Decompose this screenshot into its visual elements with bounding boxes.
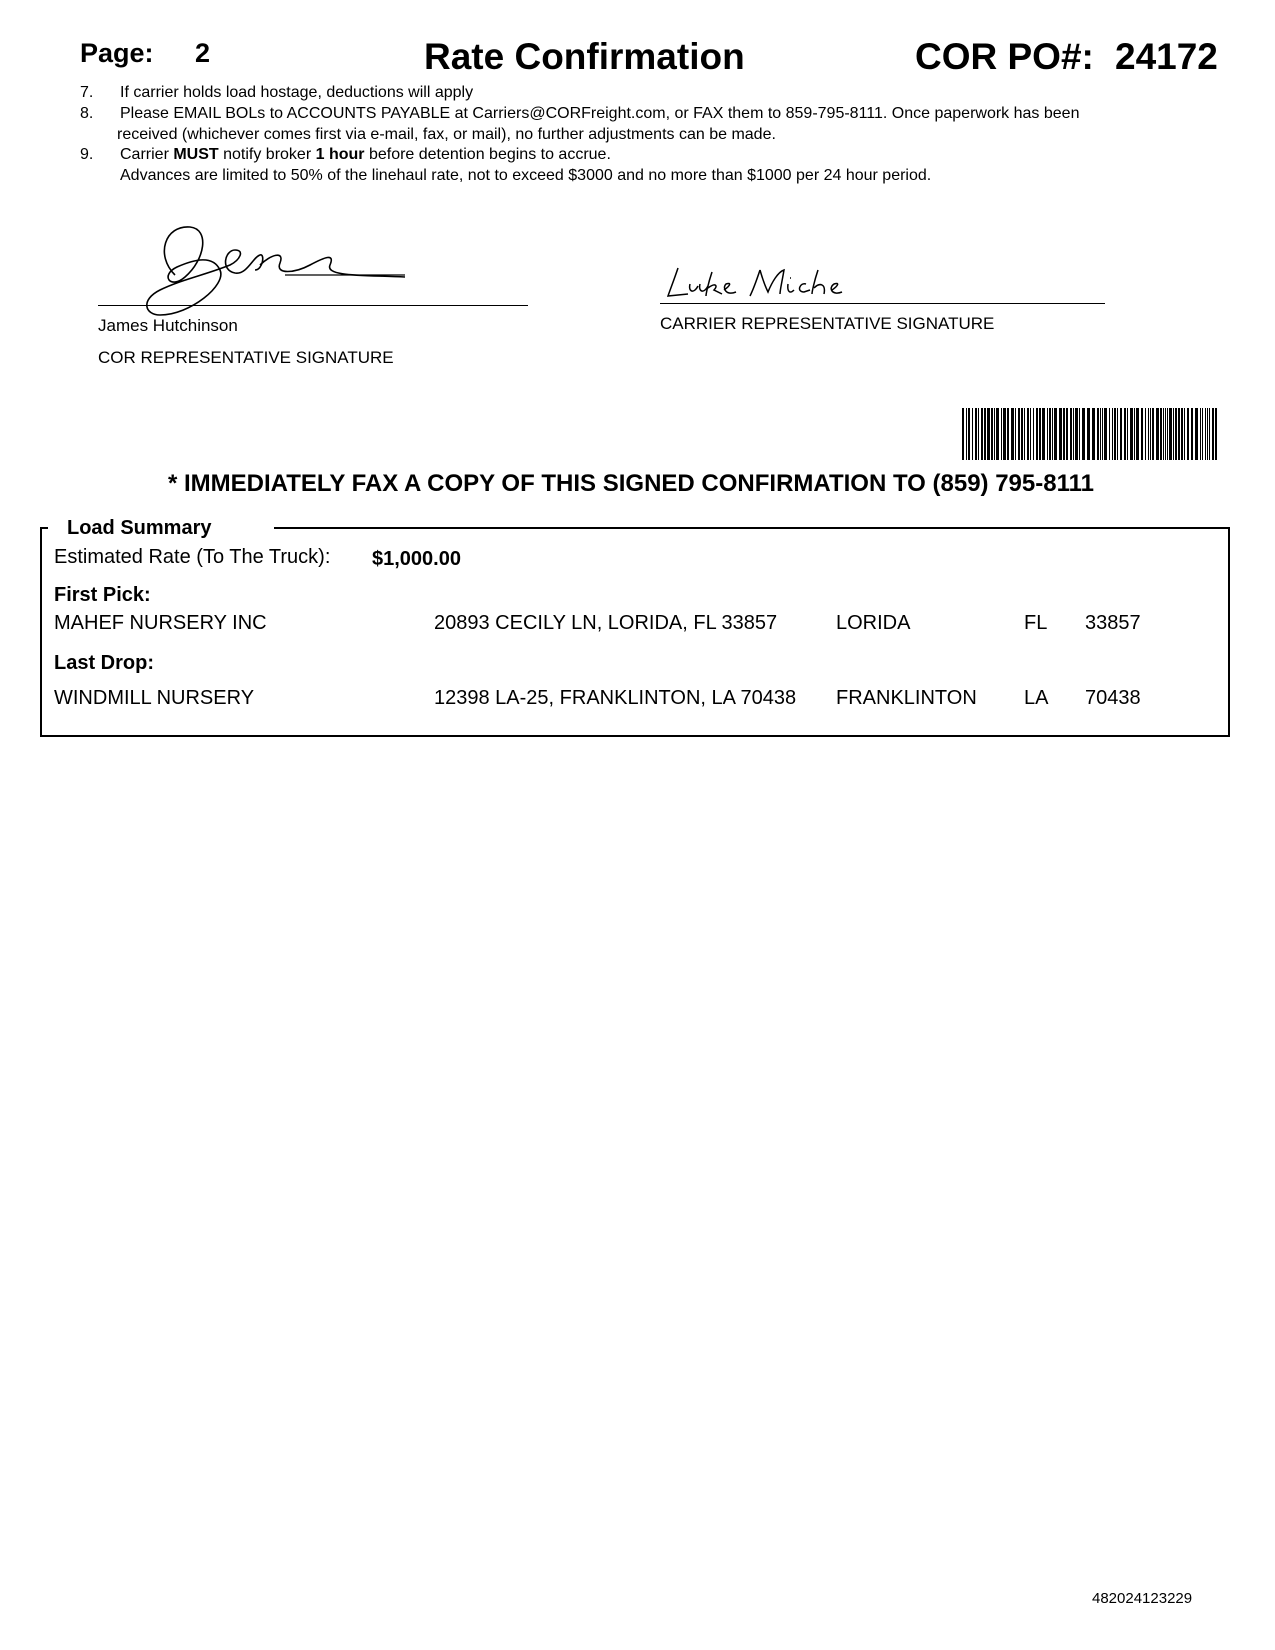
barcode-bar — [1212, 408, 1214, 460]
barcode-bar — [1021, 408, 1023, 460]
term-number: 9. — [80, 146, 94, 163]
barcode-bar — [1102, 408, 1103, 460]
barcode — [962, 408, 1218, 460]
barcode-bar — [1079, 408, 1080, 460]
barcode-bar — [1036, 408, 1038, 460]
term-text: Advances are limited to 50% of the linehaul rate, not to exceed $3000 and no more than $1000 per 24 hour period. — [120, 167, 932, 184]
cor-signature-caption: COR REPRESENTATIVE SIGNATURE — [98, 348, 394, 367]
barcode-bar — [994, 408, 995, 460]
barcode-bar — [1160, 408, 1162, 460]
barcode-bar — [996, 408, 999, 460]
barcode-bar — [1127, 408, 1128, 460]
barcode-bar — [1173, 408, 1174, 460]
barcode-bar — [1215, 408, 1217, 460]
carrier-signature-line — [660, 303, 1105, 304]
barcode-bar — [1001, 408, 1002, 460]
barcode-bar — [1059, 408, 1062, 460]
barcode-bar — [1175, 408, 1177, 460]
first-pick-state: FL — [1024, 612, 1048, 634]
last-drop-zip: 70438 — [1085, 687, 1141, 709]
barcode-bar — [1087, 408, 1090, 460]
barcode-bar — [1047, 408, 1048, 460]
last-drop-city: FRANKLINTON — [836, 687, 977, 709]
barcode-bar — [1082, 408, 1085, 460]
load-summary-title: Load Summary — [67, 517, 212, 539]
last-drop-address: 12398 LA-25, FRANKLINTON, LA 70438 — [434, 687, 797, 709]
barcode-bar — [1120, 408, 1122, 460]
barcode-bar — [1049, 408, 1051, 460]
barcode-bar — [1066, 408, 1068, 460]
barcode-bar — [1039, 408, 1041, 460]
barcode-bar — [1052, 408, 1053, 460]
barcode-bar — [1092, 408, 1095, 460]
barcode-bar — [1100, 408, 1101, 460]
document-id: 482024123229 — [1092, 1590, 1193, 1607]
barcode-bar — [1163, 408, 1164, 460]
barcode-bar — [1015, 408, 1016, 460]
barcode-bar — [966, 408, 967, 460]
barcode-bar — [1191, 408, 1193, 460]
cor-signature-line — [98, 305, 528, 306]
barcode-bar — [1117, 408, 1118, 460]
barcode-bar — [1202, 408, 1203, 460]
document-title: Rate Confirmation — [424, 36, 745, 77]
barcode-bar — [1205, 408, 1206, 460]
barcode-bar — [1169, 408, 1172, 460]
barcode-bar — [987, 408, 990, 460]
page-label: Page: — [80, 38, 154, 68]
term-number: 7. — [80, 84, 94, 101]
barcode-bar — [1027, 408, 1029, 460]
term-number: 8. — [80, 105, 94, 122]
barcode-bar — [1075, 408, 1078, 460]
barcode-bar — [1200, 408, 1201, 460]
barcode-bar — [1112, 408, 1113, 460]
last-drop-state: LA — [1024, 687, 1049, 709]
barcode-bar — [1187, 408, 1189, 460]
barcode-bar — [1165, 408, 1166, 460]
barcode-bar — [984, 408, 986, 460]
barcode-bar — [1011, 408, 1014, 460]
barcode-bar — [1184, 408, 1185, 460]
barcode-bar — [1141, 408, 1143, 460]
carrier-signature-image — [660, 262, 870, 302]
barcode-bar — [972, 408, 973, 460]
barcode-bar — [1178, 408, 1180, 460]
barcode-bar — [1167, 408, 1168, 460]
po-label: COR PO#: — [915, 36, 1094, 77]
barcode-bar — [1104, 408, 1107, 460]
barcode-bar — [1181, 408, 1183, 460]
barcode-bar — [1054, 408, 1057, 460]
first-pick-name: MAHEF NURSERY INC — [54, 612, 267, 634]
barcode-bar — [1042, 408, 1045, 460]
barcode-bar — [1156, 408, 1159, 460]
barcode-bar — [1033, 408, 1034, 460]
barcode-bar — [1124, 408, 1126, 460]
barcode-bar — [975, 408, 977, 460]
estimated-rate-label: Estimated Rate (To The Truck): — [54, 546, 331, 568]
fax-notice: * IMMEDIATELY FAX A COPY OF THIS SIGNED CONFIRMATION TO (859) 795-8111 — [168, 470, 1094, 497]
page-number: 2 — [195, 38, 211, 68]
barcode-bar — [1063, 408, 1065, 460]
barcode-bar — [1024, 408, 1025, 460]
first-pick-label: First Pick: — [54, 584, 151, 606]
barcode-bar — [1195, 408, 1198, 460]
barcode-bar — [1130, 408, 1133, 460]
barcode-bar — [1070, 408, 1072, 460]
carrier-signature-caption: CARRIER REPRESENTATIVE SIGNATURE — [660, 314, 995, 333]
last-drop-name: WINDMILL NURSERY — [54, 687, 255, 709]
barcode-bar — [1003, 408, 1006, 460]
term-text: Please EMAIL BOLs to ACCOUNTS PAYABLE at Carriers@CORFreight.com, or FAX them to 859-795-8111. Once paperwork has been — [120, 105, 1080, 122]
cor-signature-image — [135, 215, 435, 325]
term-text: received (whichever comes first via e-mail, fax, or mail), no further adjustments can be made. — [117, 126, 776, 143]
barcode-bar — [1097, 408, 1099, 460]
barcode-bar — [991, 408, 993, 460]
barcode-bar — [1007, 408, 1009, 460]
barcode-bar — [978, 408, 979, 460]
first-pick-city: LORIDA — [836, 612, 911, 634]
barcode-bar — [1207, 408, 1208, 460]
barcode-bar — [1209, 408, 1210, 460]
first-pick-zip: 33857 — [1085, 612, 1141, 634]
barcode-bar — [1134, 408, 1135, 460]
cor-representative-name: James Hutchinson — [98, 316, 238, 335]
term-text: If carrier holds load hostage, deductions will apply — [120, 84, 474, 101]
barcode-bar — [1150, 408, 1151, 460]
barcode-bar — [1145, 408, 1146, 460]
barcode-bar — [1109, 408, 1110, 460]
barcode-bar — [1152, 408, 1154, 460]
barcode-bar — [1073, 408, 1074, 460]
barcode-bar — [1018, 408, 1020, 460]
po-number: 24172 — [1115, 36, 1218, 77]
barcode-bar — [962, 408, 964, 460]
barcode-bar — [1148, 408, 1149, 460]
term-text: Carrier MUST notify broker 1 hour before detention begins to accrue. — [120, 146, 611, 163]
barcode-bar — [1136, 408, 1139, 460]
barcode-bar — [981, 408, 983, 460]
last-drop-label: Last Drop: — [54, 652, 154, 674]
estimated-rate-value: $1,000.00 — [372, 548, 461, 570]
barcode-bar — [1030, 408, 1031, 460]
first-pick-address: 20893 CECILY LN, LORIDA, FL 33857 — [434, 612, 778, 634]
barcode-bar — [968, 408, 970, 460]
barcode-bar — [1114, 408, 1116, 460]
